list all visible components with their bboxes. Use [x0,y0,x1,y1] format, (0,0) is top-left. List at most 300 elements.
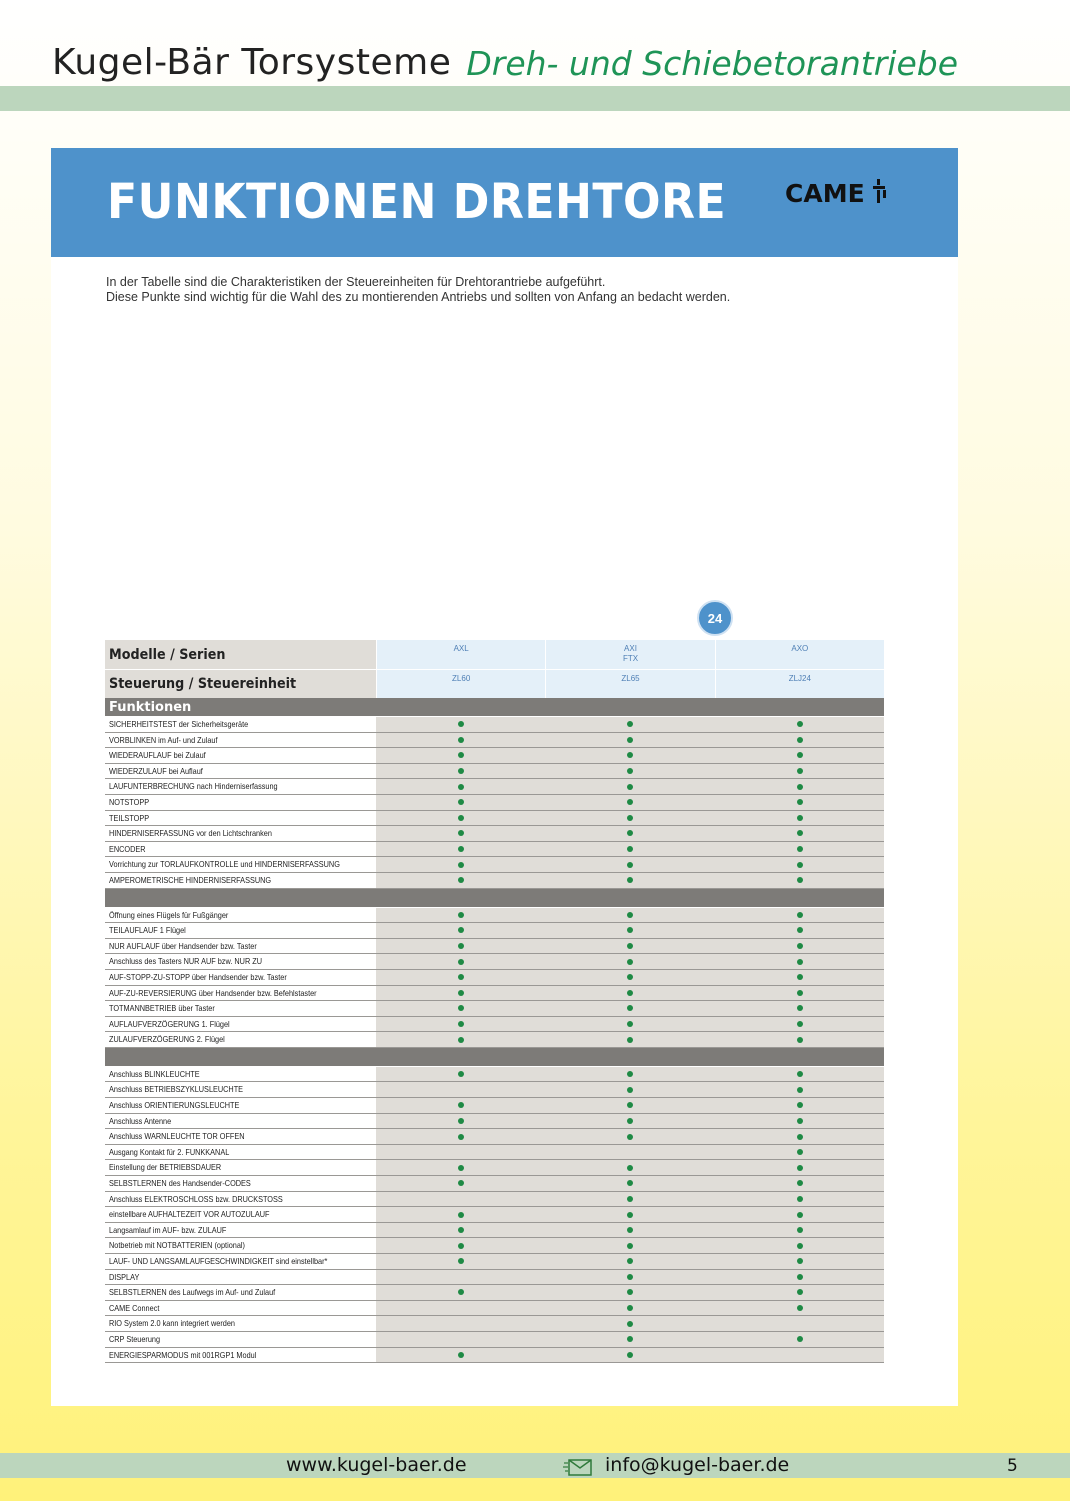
support-cell [376,970,545,985]
support-cell [545,1098,714,1113]
support-cell [376,1129,545,1144]
table-row [105,1001,884,1017]
function-label: Anschluss BLINKLEUCHTE [105,1067,376,1082]
banner-title: FUNKTIONEN DREHTORE [107,174,727,230]
function-label: SELBSTLERNEN des Laufwegs im Auf- und Zulauf [105,1285,376,1300]
support-cell [376,1145,545,1160]
table-row [105,1145,884,1161]
support-cell [545,1316,714,1331]
supported-dot-icon [797,1149,803,1155]
table-row [105,1032,884,1048]
24v-badge-icon: 24 [697,600,733,636]
support-cell [545,1192,714,1207]
supported-dot-icon [627,737,633,743]
support-cell [376,764,545,779]
intro-line-2: Diese Punkte sind wichtig für die Wahl des zu montierenden Antriebs und sollten von Anfang an bedacht werden. [106,290,731,304]
controls-label: Steuerung / Steuereinheit [105,670,376,698]
function-label: NUR AUFLAUF über Handsender bzw. Taster [105,939,376,954]
website-link[interactable]: www.kugel-baer.de [286,1454,467,1476]
supported-dot-icon [458,768,464,774]
top-band [0,86,1070,111]
function-label: WIEDERAUFLAUF bei Zulauf [105,748,376,763]
support-cell [715,857,884,872]
supported-dot-icon [458,799,464,805]
support-cell [715,1160,884,1175]
function-label: SICHERHEITSTEST der Sicherheitsgeräte [105,717,376,732]
support-cell [715,1285,884,1300]
supported-dot-icon [458,1165,464,1171]
support-cell [545,970,714,985]
supported-dot-icon [458,1180,464,1186]
supported-dot-icon [797,862,803,868]
supported-dot-icon [458,1227,464,1233]
supported-dot-icon [627,1227,633,1233]
function-label: Öffnung eines Flügels für Fußgänger [105,908,376,923]
support-cell [545,923,714,938]
models-label: Modelle / Serien [105,640,376,669]
functions-table [105,640,884,1363]
support-cell [545,1270,714,1285]
support-cell [545,1285,714,1300]
supported-dot-icon [627,959,633,965]
supported-dot-icon [458,1212,464,1218]
support-cell [545,1332,714,1347]
function-label: Einstellung der BETRIEBSDAUER [105,1160,376,1175]
support-cell [545,811,714,826]
support-cell [545,939,714,954]
support-cell [376,717,545,732]
supported-dot-icon [458,1102,464,1108]
supported-dot-icon [797,1118,803,1124]
table-row [105,795,884,811]
supported-dot-icon [627,784,633,790]
control-cell: ZL65 [545,670,714,698]
support-cell [376,873,545,888]
function-label: AMPEROMETRISCHE HINDERNISERFASSUNG [105,873,376,888]
supported-dot-icon [627,1005,633,1011]
function-label: TEILAUFLAUF 1 Flügel [105,923,376,938]
table-row [105,1316,884,1332]
supported-dot-icon [627,1274,633,1280]
table-row [105,1223,884,1239]
supported-dot-icon [797,1305,803,1311]
table-row [105,717,884,733]
function-label: CAME Connect [105,1301,376,1316]
function-label: Anschluss des Tasters NUR AUF bzw. NUR ZU [105,954,376,969]
table-row [105,1067,884,1083]
table-row [105,779,884,795]
supported-dot-icon [797,974,803,980]
function-label: Ausgang Kontakt für 2. FUNKKANAL [105,1145,376,1160]
support-cell [376,842,545,857]
support-cell [376,1082,545,1097]
model-cell: AXI FTX [545,640,714,669]
function-label: RIO System 2.0 kann integriert werden [105,1316,376,1331]
table-row [105,1192,884,1208]
table-row [105,748,884,764]
supported-dot-icon [458,1352,464,1358]
supported-dot-icon [797,943,803,949]
table-row [105,764,884,780]
support-cell [715,1067,884,1082]
support-cell [715,908,884,923]
supported-dot-icon [627,912,633,918]
supported-dot-icon [797,1087,803,1093]
support-cell [376,954,545,969]
supported-dot-icon [458,846,464,852]
supported-dot-icon [458,959,464,965]
supported-dot-icon [627,1258,633,1264]
support-cell [715,1348,884,1363]
table-row [105,1082,884,1098]
table-row [105,826,884,842]
support-cell [545,748,714,763]
support-cell [545,733,714,748]
supported-dot-icon [797,1274,803,1280]
support-cell [376,1316,545,1331]
supported-dot-icon [627,768,633,774]
supported-dot-icon [458,752,464,758]
supported-dot-icon [458,721,464,727]
support-cell [715,811,884,826]
table-row [105,970,884,986]
supported-dot-icon [627,1037,633,1043]
support-cell [376,1001,545,1016]
section-header [105,889,884,908]
support-cell [545,764,714,779]
supported-dot-icon [627,1305,633,1311]
table-row [105,1285,884,1301]
support-cell [715,1098,884,1113]
function-label: DISPLAY [105,1270,376,1285]
support-cell [376,923,545,938]
function-label: Anschluss Antenne [105,1114,376,1129]
supported-dot-icon [458,862,464,868]
support-cell [545,1114,714,1129]
support-cell [715,939,884,954]
support-cell [715,923,884,938]
supported-dot-icon [458,1134,464,1140]
support-cell [715,954,884,969]
supported-dot-icon [797,990,803,996]
support-cell [376,779,545,794]
support-cell [376,811,545,826]
support-cell [715,1129,884,1144]
supported-dot-icon [797,927,803,933]
supported-dot-icon [797,1227,803,1233]
support-cell [545,908,714,923]
table-row [105,939,884,955]
support-cell [545,779,714,794]
control-cell: ZLJ24 [715,670,884,698]
support-cell [376,1332,545,1347]
support-cell [715,1176,884,1191]
support-cell [545,842,714,857]
supported-dot-icon [458,912,464,918]
intro-line-1: In der Tabelle sind die Charakteristiken der Steuereinheiten für Drehtorantriebe aufgeführt. [106,275,606,289]
supported-dot-icon [458,815,464,821]
table-row [105,1332,884,1348]
supported-dot-icon [797,815,803,821]
support-cell [715,1032,884,1047]
supported-dot-icon [797,1071,803,1077]
mail-icon [563,1455,595,1477]
support-cell [376,1098,545,1113]
support-cell [545,1145,714,1160]
function-label: NOTSTOPP [105,795,376,810]
supported-dot-icon [458,1258,464,1264]
table-row [105,1348,884,1364]
supported-dot-icon [458,1037,464,1043]
support-cell [376,1114,545,1129]
supported-dot-icon [458,943,464,949]
supported-dot-icon [627,1087,633,1093]
function-label: ENERGIESPARMODUS mit 001RGP1 Modul [105,1348,376,1363]
table-row [105,857,884,873]
support-cell [376,795,545,810]
supported-dot-icon [797,1037,803,1043]
supported-dot-icon [627,1021,633,1027]
table-row [105,986,884,1002]
support-cell [715,1316,884,1331]
support-cell [545,1301,714,1316]
support-cell [545,857,714,872]
function-label: Notbetrieb mit NOTBATTERIEN (optional) [105,1238,376,1253]
brand-text: CAME [785,179,865,208]
support-cell [545,1032,714,1047]
function-label: ZULAUFVERZÖGERUNG 2. Flügel [105,1032,376,1047]
support-cell [376,1301,545,1316]
supported-dot-icon [458,1118,464,1124]
function-label: SELBSTLERNEN des Handsender-CODES [105,1176,376,1191]
table-row [105,1017,884,1033]
supported-dot-icon [627,846,633,852]
title-banner [51,148,958,257]
support-cell [715,1192,884,1207]
supported-dot-icon [797,1021,803,1027]
email-link[interactable]: info@kugel-baer.de [605,1454,790,1476]
supported-dot-icon [627,1289,633,1295]
support-cell [376,1254,545,1269]
table-row [105,842,884,858]
function-label: AUF-ZU-REVERSIERUNG über Handsender bzw. Befehlstaster [105,986,376,1001]
support-cell [545,986,714,1001]
support-cell [545,1160,714,1175]
supported-dot-icon [797,877,803,883]
supported-dot-icon [797,752,803,758]
table-row [105,1207,884,1223]
support-cell [545,1082,714,1097]
support-cell [376,1238,545,1253]
function-label: AUF-STOPP-ZU-STOPP über Handsender bzw. Taster [105,970,376,985]
supported-dot-icon [797,1102,803,1108]
support-cell [715,1001,884,1016]
supported-dot-icon [458,990,464,996]
support-cell [545,1207,714,1222]
supported-dot-icon [797,912,803,918]
supported-dot-icon [627,1118,633,1124]
supported-dot-icon [627,1102,633,1108]
page-number: 5 [1007,1456,1018,1476]
support-cell [376,748,545,763]
supported-dot-icon [458,1289,464,1295]
support-cell [376,733,545,748]
support-cell [545,954,714,969]
models-header-row [105,640,884,669]
support-cell [545,717,714,732]
came-logo-icon [871,179,891,205]
table-row [105,1176,884,1192]
supported-dot-icon [797,737,803,743]
support-cell [545,1254,714,1269]
company-name: Kugel-Bär Torsysteme [52,42,452,83]
supported-dot-icon [458,737,464,743]
function-label: einstellbare AUFHALTEZEIT VOR AUTOZULAUF [105,1207,376,1222]
supported-dot-icon [627,1243,633,1249]
supported-dot-icon [458,1071,464,1077]
support-cell [715,842,884,857]
footer-band [0,1453,1070,1478]
table-row [105,1254,884,1270]
table-body [105,698,884,1363]
supported-dot-icon [797,1258,803,1264]
support-cell [715,1207,884,1222]
support-cell [545,1129,714,1144]
support-cell [376,986,545,1001]
function-label: Vorrichtung zur TORLAUFKONTROLLE und HINDERNISERFASSUNG [105,857,376,872]
function-label: WIEDERZULAUF bei Auflauf [105,764,376,779]
support-cell [376,908,545,923]
supported-dot-icon [458,830,464,836]
function-label: Anschluss WARNLEUCHTE TOR OFFEN [105,1129,376,1144]
table-row [105,908,884,924]
supported-dot-icon [627,1352,633,1358]
support-cell [715,1270,884,1285]
supported-dot-icon [458,1021,464,1027]
support-cell [545,1067,714,1082]
support-cell [545,1348,714,1363]
control-cell: ZL60 [376,670,545,698]
supported-dot-icon [458,974,464,980]
supported-dot-icon [627,974,633,980]
table-row [105,1098,884,1114]
supported-dot-icon [458,927,464,933]
model-cell: AXO [715,640,884,669]
support-cell [376,939,545,954]
supported-dot-icon [627,1180,633,1186]
section-header [105,1048,884,1067]
supported-dot-icon [458,1243,464,1249]
function-label: LAUF- UND LANGSAMLAUFGESCHWINDIGKEIT sind einstellbar* [105,1254,376,1269]
support-cell [715,1301,884,1316]
support-cell [715,826,884,841]
came-logo [785,179,891,208]
supported-dot-icon [797,846,803,852]
section-header: Funktionen [105,698,884,717]
function-label: TEILSTOPP [105,811,376,826]
support-cell [376,1192,545,1207]
support-cell [376,1176,545,1191]
support-cell [376,1285,545,1300]
support-cell [545,1238,714,1253]
supported-dot-icon [627,1134,633,1140]
table-row [105,923,884,939]
function-label: TOTMANNBETRIEB über Taster [105,1001,376,1016]
content-sheet [51,148,958,1406]
function-label: Langsamlauf im AUF- bzw. ZULAUF [105,1223,376,1238]
table-row [105,954,884,970]
table-row [105,1270,884,1286]
support-cell [545,826,714,841]
table-row [105,733,884,749]
supported-dot-icon [627,1321,633,1327]
table-row [105,1238,884,1254]
supported-dot-icon [627,862,633,868]
supported-dot-icon [797,1289,803,1295]
model-cell: AXL [376,640,545,669]
supported-dot-icon [797,1196,803,1202]
support-cell [545,1017,714,1032]
function-label: HINDERNISERFASSUNG vor den Lichtschranken [105,826,376,841]
support-cell [545,795,714,810]
support-cell [715,1223,884,1238]
support-cell [715,717,884,732]
support-cell [715,748,884,763]
supported-dot-icon [797,1165,803,1171]
supported-dot-icon [627,799,633,805]
supported-dot-icon [627,1336,633,1342]
support-cell [715,1114,884,1129]
page-subtitle: Dreh- und Schiebetorantriebe [466,44,958,83]
support-cell [376,1067,545,1082]
supported-dot-icon [627,990,633,996]
support-cell [715,795,884,810]
supported-dot-icon [627,830,633,836]
support-cell [376,1270,545,1285]
supported-dot-icon [458,877,464,883]
support-cell [715,1082,884,1097]
support-cell [715,1145,884,1160]
function-label: AUFLAUFVERZÖGERUNG 1. Flügel [105,1017,376,1032]
support-cell [376,1348,545,1363]
supported-dot-icon [797,959,803,965]
support-cell [715,1254,884,1269]
supported-dot-icon [627,1212,633,1218]
table-row [105,873,884,889]
support-cell [376,1223,545,1238]
support-cell [545,1001,714,1016]
table-row [105,1114,884,1130]
table-row [105,811,884,827]
supported-dot-icon [797,784,803,790]
supported-dot-icon [458,784,464,790]
support-cell [715,873,884,888]
supported-dot-icon [797,830,803,836]
supported-dot-icon [797,1212,803,1218]
supported-dot-icon [797,1336,803,1342]
table-row [105,1160,884,1176]
support-cell [715,764,884,779]
supported-dot-icon [797,1134,803,1140]
support-cell [376,1207,545,1222]
function-label: ENCODER [105,842,376,857]
support-cell [715,1332,884,1347]
support-cell [376,1032,545,1047]
supported-dot-icon [627,943,633,949]
supported-dot-icon [627,721,633,727]
function-label: LAUFUNTERBRECHUNG nach Hinderniserfassung [105,779,376,794]
support-cell [376,826,545,841]
